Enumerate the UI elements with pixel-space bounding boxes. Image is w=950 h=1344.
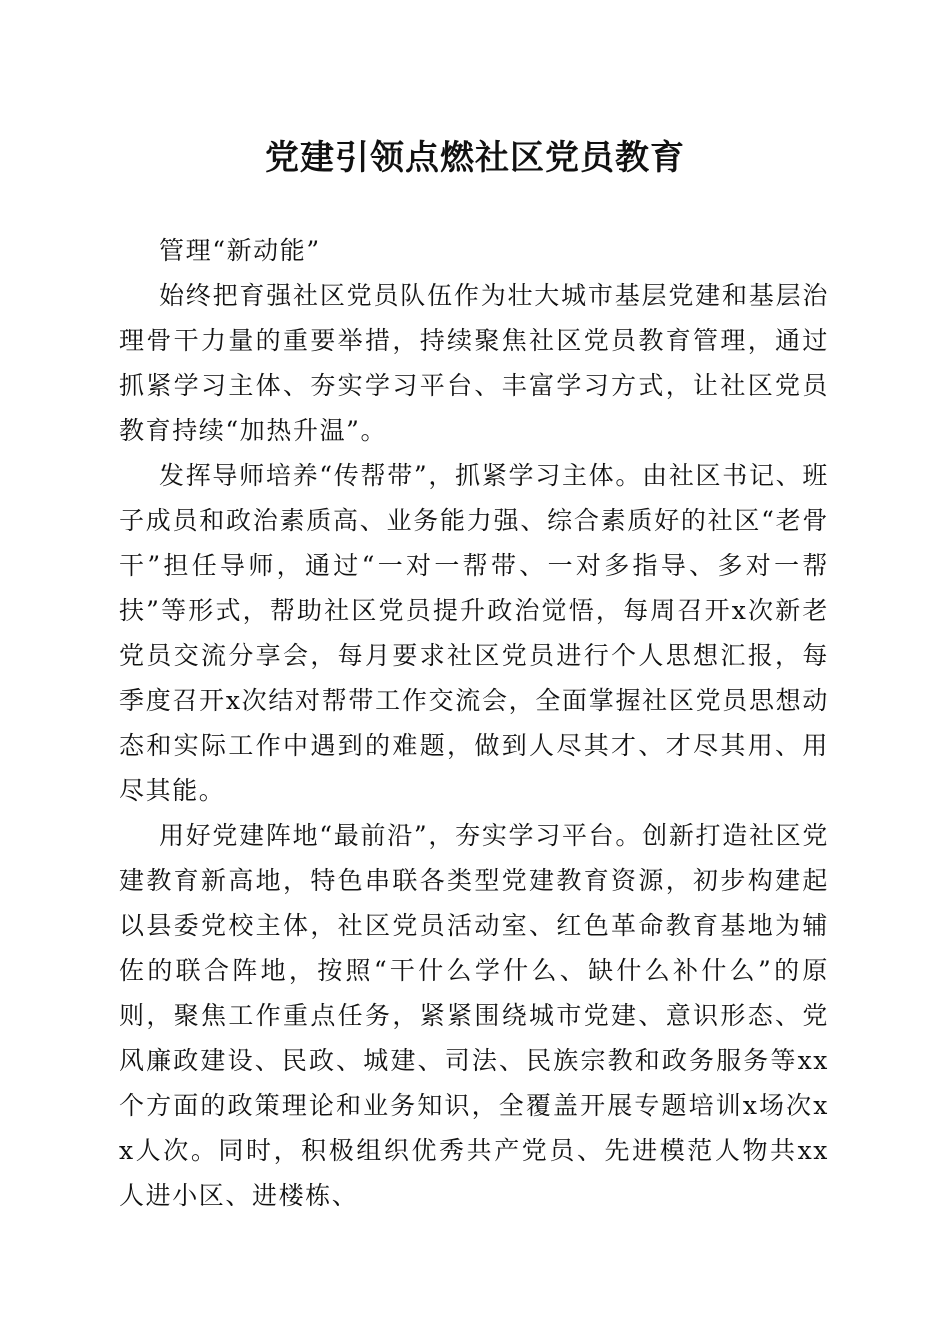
document-title: 党建引领点燃社区党员教育 — [265, 138, 685, 178]
paragraph-1: 管理“新动能” — [159, 236, 321, 265]
document-body — [119, 228, 829, 1218]
paragraph-3: 发挥导师培养“传帮带”，抓紧学习主体。由社区书记、班子成员和政治素质高、业务能力强、综合素质好的社区“老骨干”担任导师，通过“一对一帮带、一对多指导、多对一帮扶”等形式，帮助社区党员提升政治觉悟，每周召开x次新老党员交流分享会，每月要求社区党员进行个人思想汇报，每季度召开x次结对帮带工作交流会，全面掌握社区党员思想动态和实际工作中遇到的难题，做到人尽其才、才尽其用、用尽其能。 — [119, 461, 829, 805]
paragraph-2: 始终把育强社区党员队伍作为壮大城市基层党建和基层治理骨干力量的重要举措，持续聚焦社区党员教育管理，通过抓紧学习主体、夯实学习平台、丰富学习方式，让社区党员教育持续“加热升温”。 — [119, 281, 829, 445]
paragraph-4: 用好党建阵地“最前沿”，夯实学习平台。创新打造社区党建教育新高地，特色串联各类型党建教育资源，初步构建起以县委党校主体，社区党员活动室、红色革命教育基地为辅佐的联合阵地，按照“干什么学什么、缺什么补什么”的原则，聚焦工作重点任务，紧紧围绕城市党建、意识形态、党风廉政建设、民政、城建、司法、民族宗教和政务服务等xx个方面的政策理论和业务知识，全覆盖开展专题培训x场次xx人次。同时，积极组织优秀共产党员、先进模范人物共xx人进小区、进楼栋、 — [119, 821, 829, 1210]
